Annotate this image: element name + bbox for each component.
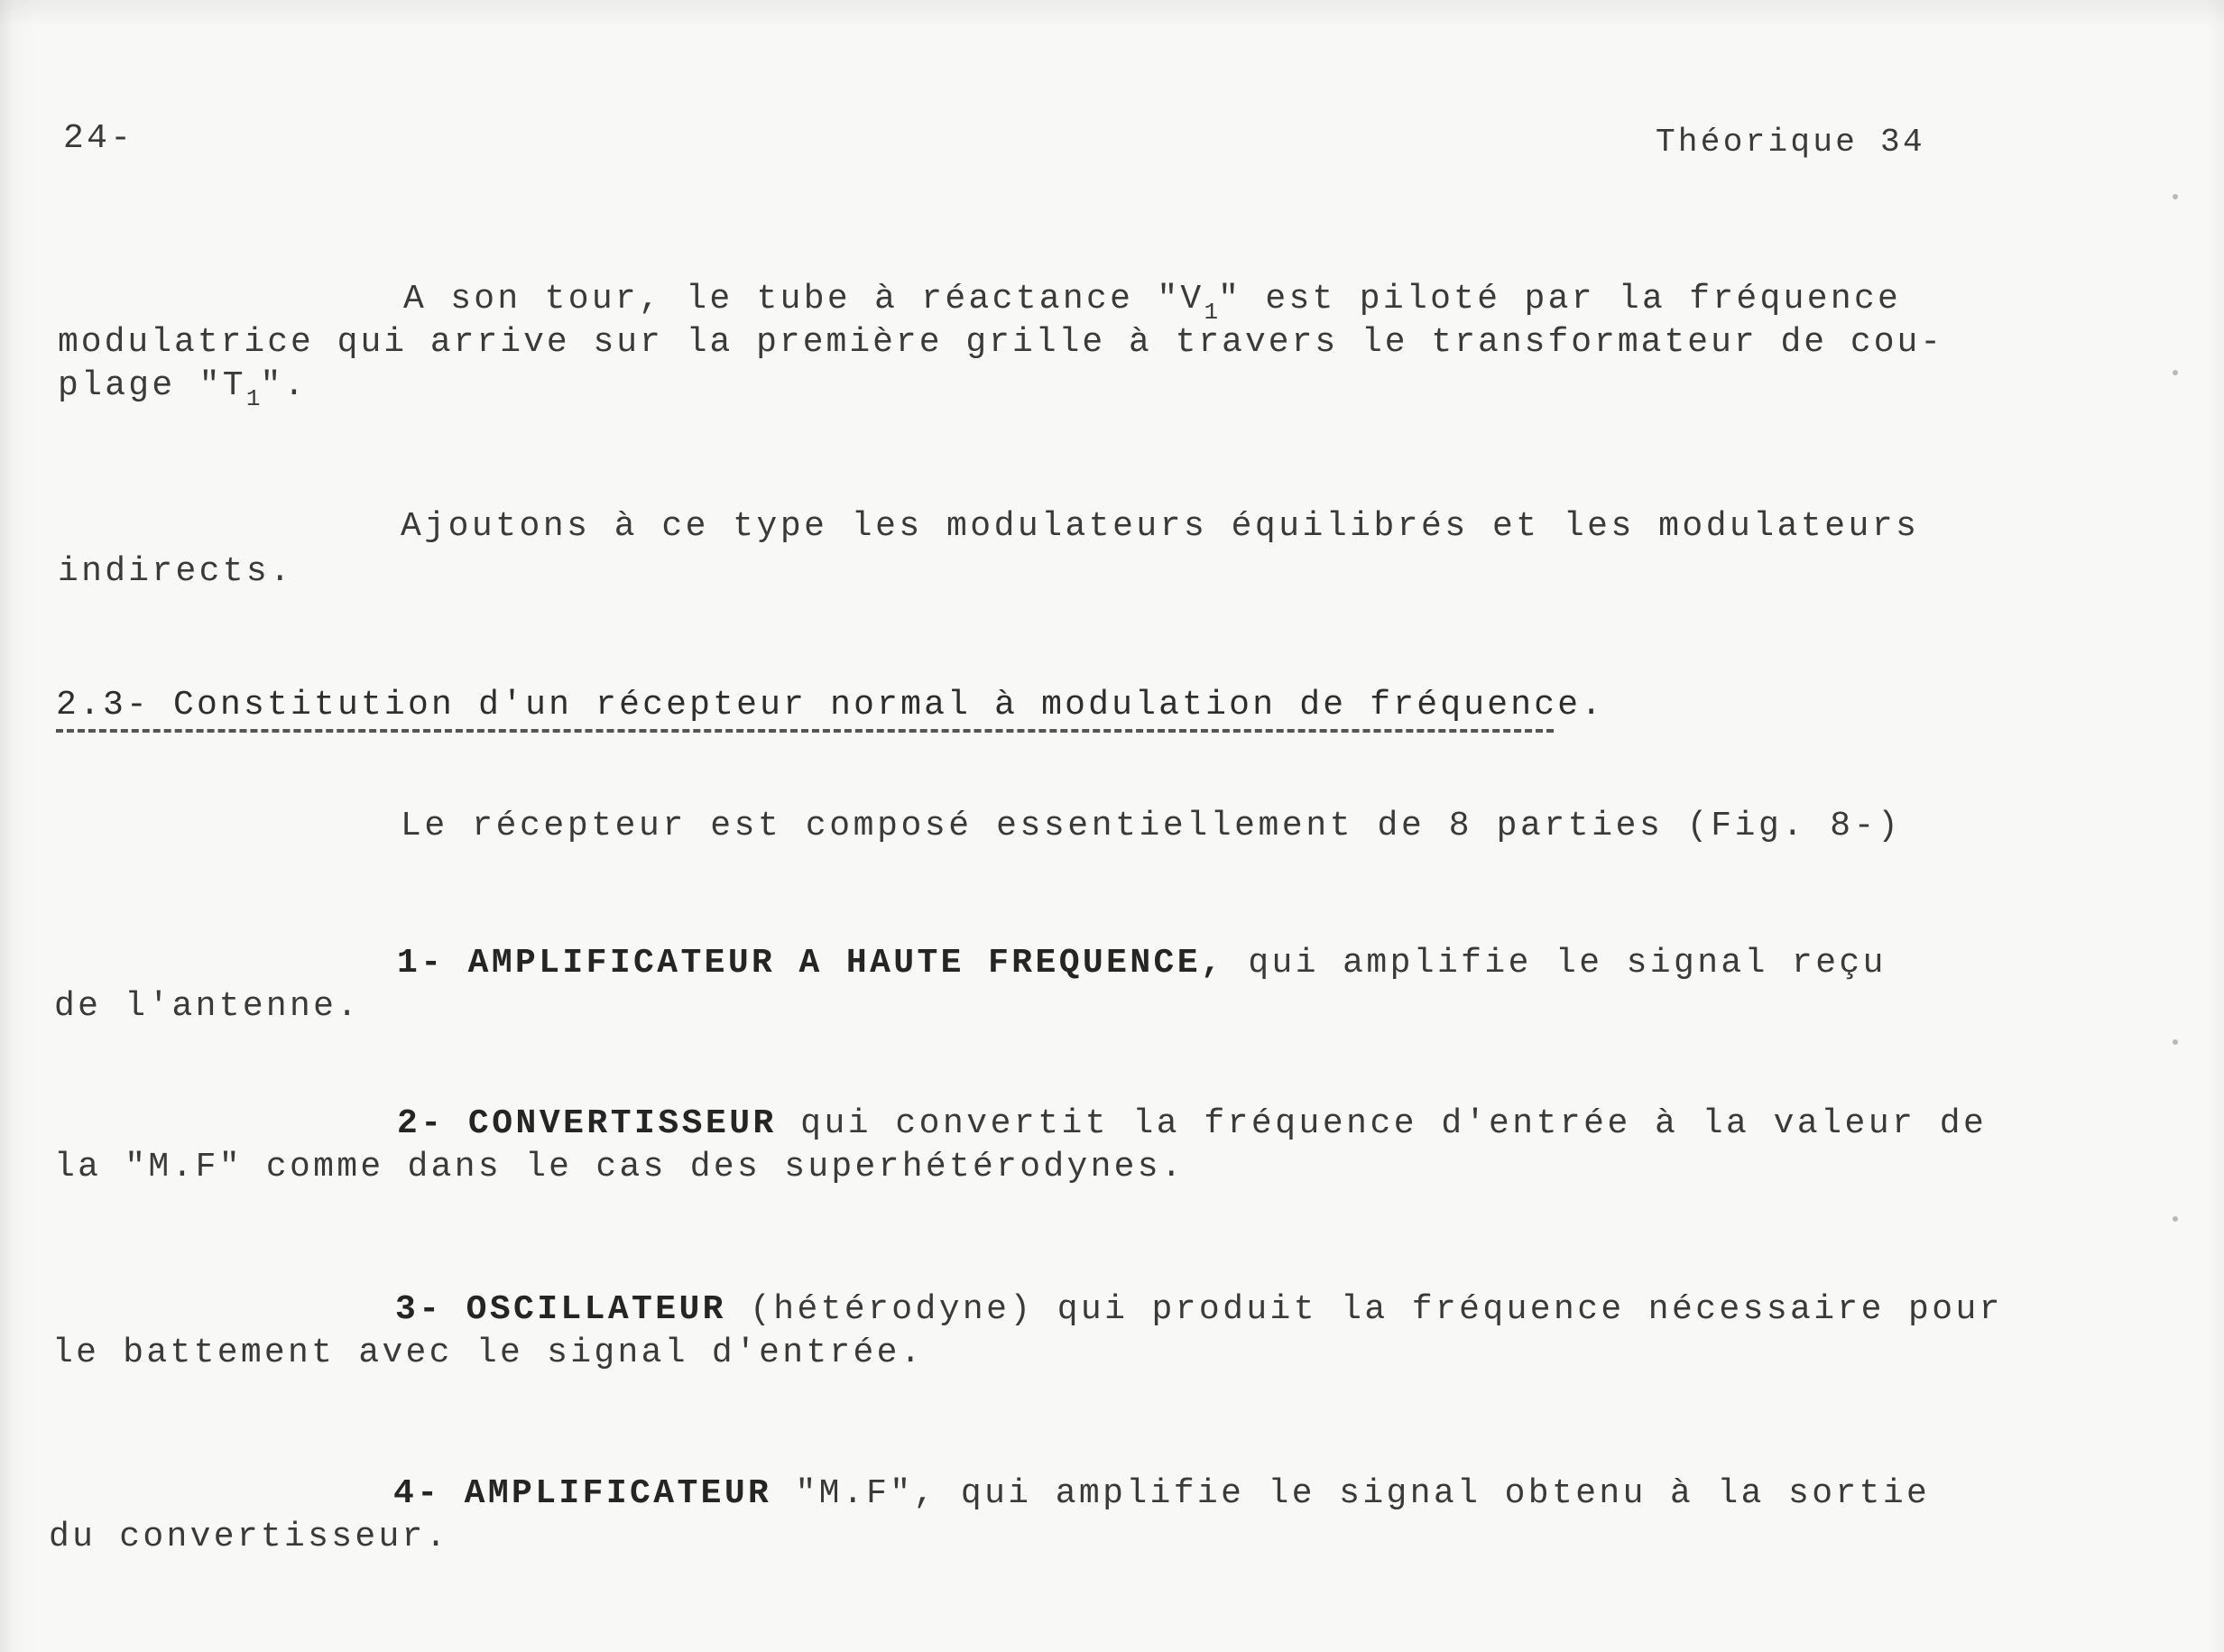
paragraph-2-line-1: Ajoutons à ce type les modulateurs équilibrés et les modulateurs [401,507,1920,546]
list-item-3 [395,1288,2003,1332]
intro-line: Le récepteur est composé essentiellement de 8 parties (Fig. 8-) [401,807,1902,845]
document-title: Théorique 34 [1656,124,1925,161]
heading-dashed-underline [56,729,1554,733]
list-item-1 [397,942,1887,985]
paragraph-1-line-3 [58,365,308,410]
paragraph-1-line-2: modulatrice qui arrive sur la première grille à travers le transformateur de cou- [58,323,1944,362]
list-item-2-line-2: la "M.F" comme dans le cas des superhétérodynes. [54,1148,1185,1186]
scan-mark [2173,370,2178,375]
item-3-text: (hétérodyne) qui produit la fréquence nécessaire pour [725,1290,2003,1329]
subscript-1: 1 [245,385,261,412]
scan-mark [2173,1216,2178,1222]
subscript-1: 1 [1204,299,1219,326]
para1-line3-text: plage "T [58,366,246,405]
page-number: 24- [63,119,134,158]
item-2-label: 2- CONVERTISSEUR [397,1104,777,1143]
item-2-text: qui convertit la fréquence d'entrée à la valeur de [776,1104,1988,1143]
scan-mark [2173,1039,2178,1045]
item-1-label: 1- AMPLIFICATEUR A HAUTE FREQUENCE, [397,944,1225,983]
item-1-text: qui amplifie le signal reçu [1224,944,1887,983]
paragraph-2-line-2: indirects. [58,552,294,591]
section-heading: 2.3- Constitution d'un récepteur normal à modulation de fréquence. [56,686,1605,724]
item-3-label: 3- OSCILLATEUR [395,1290,726,1329]
list-item-1-line-2: de l'antenne. [54,987,361,1026]
para1-line1-end: " est piloté par la fréquence [1218,280,1902,318]
para1-line3-end: ". [260,366,308,405]
scan-mark [2173,194,2178,199]
item-4-label: 4- AMPLIFICATEUR [393,1474,772,1513]
paragraph-1-line-1 [403,278,1902,326]
item-4-text: "M.F", qui amplifie le signal obtenu à la sortie [771,1474,1931,1513]
list-item-3-line-2: le battement avec le signal d'entrée. [52,1334,924,1372]
para1-line1-text: A son tour, le tube à réactance "V [403,280,1204,318]
list-item-4-line-2: du convertisseur. [49,1518,449,1556]
list-item-2 [397,1103,1987,1146]
page-edge-shadow [2206,0,2224,1652]
list-item-4 [393,1472,1930,1516]
